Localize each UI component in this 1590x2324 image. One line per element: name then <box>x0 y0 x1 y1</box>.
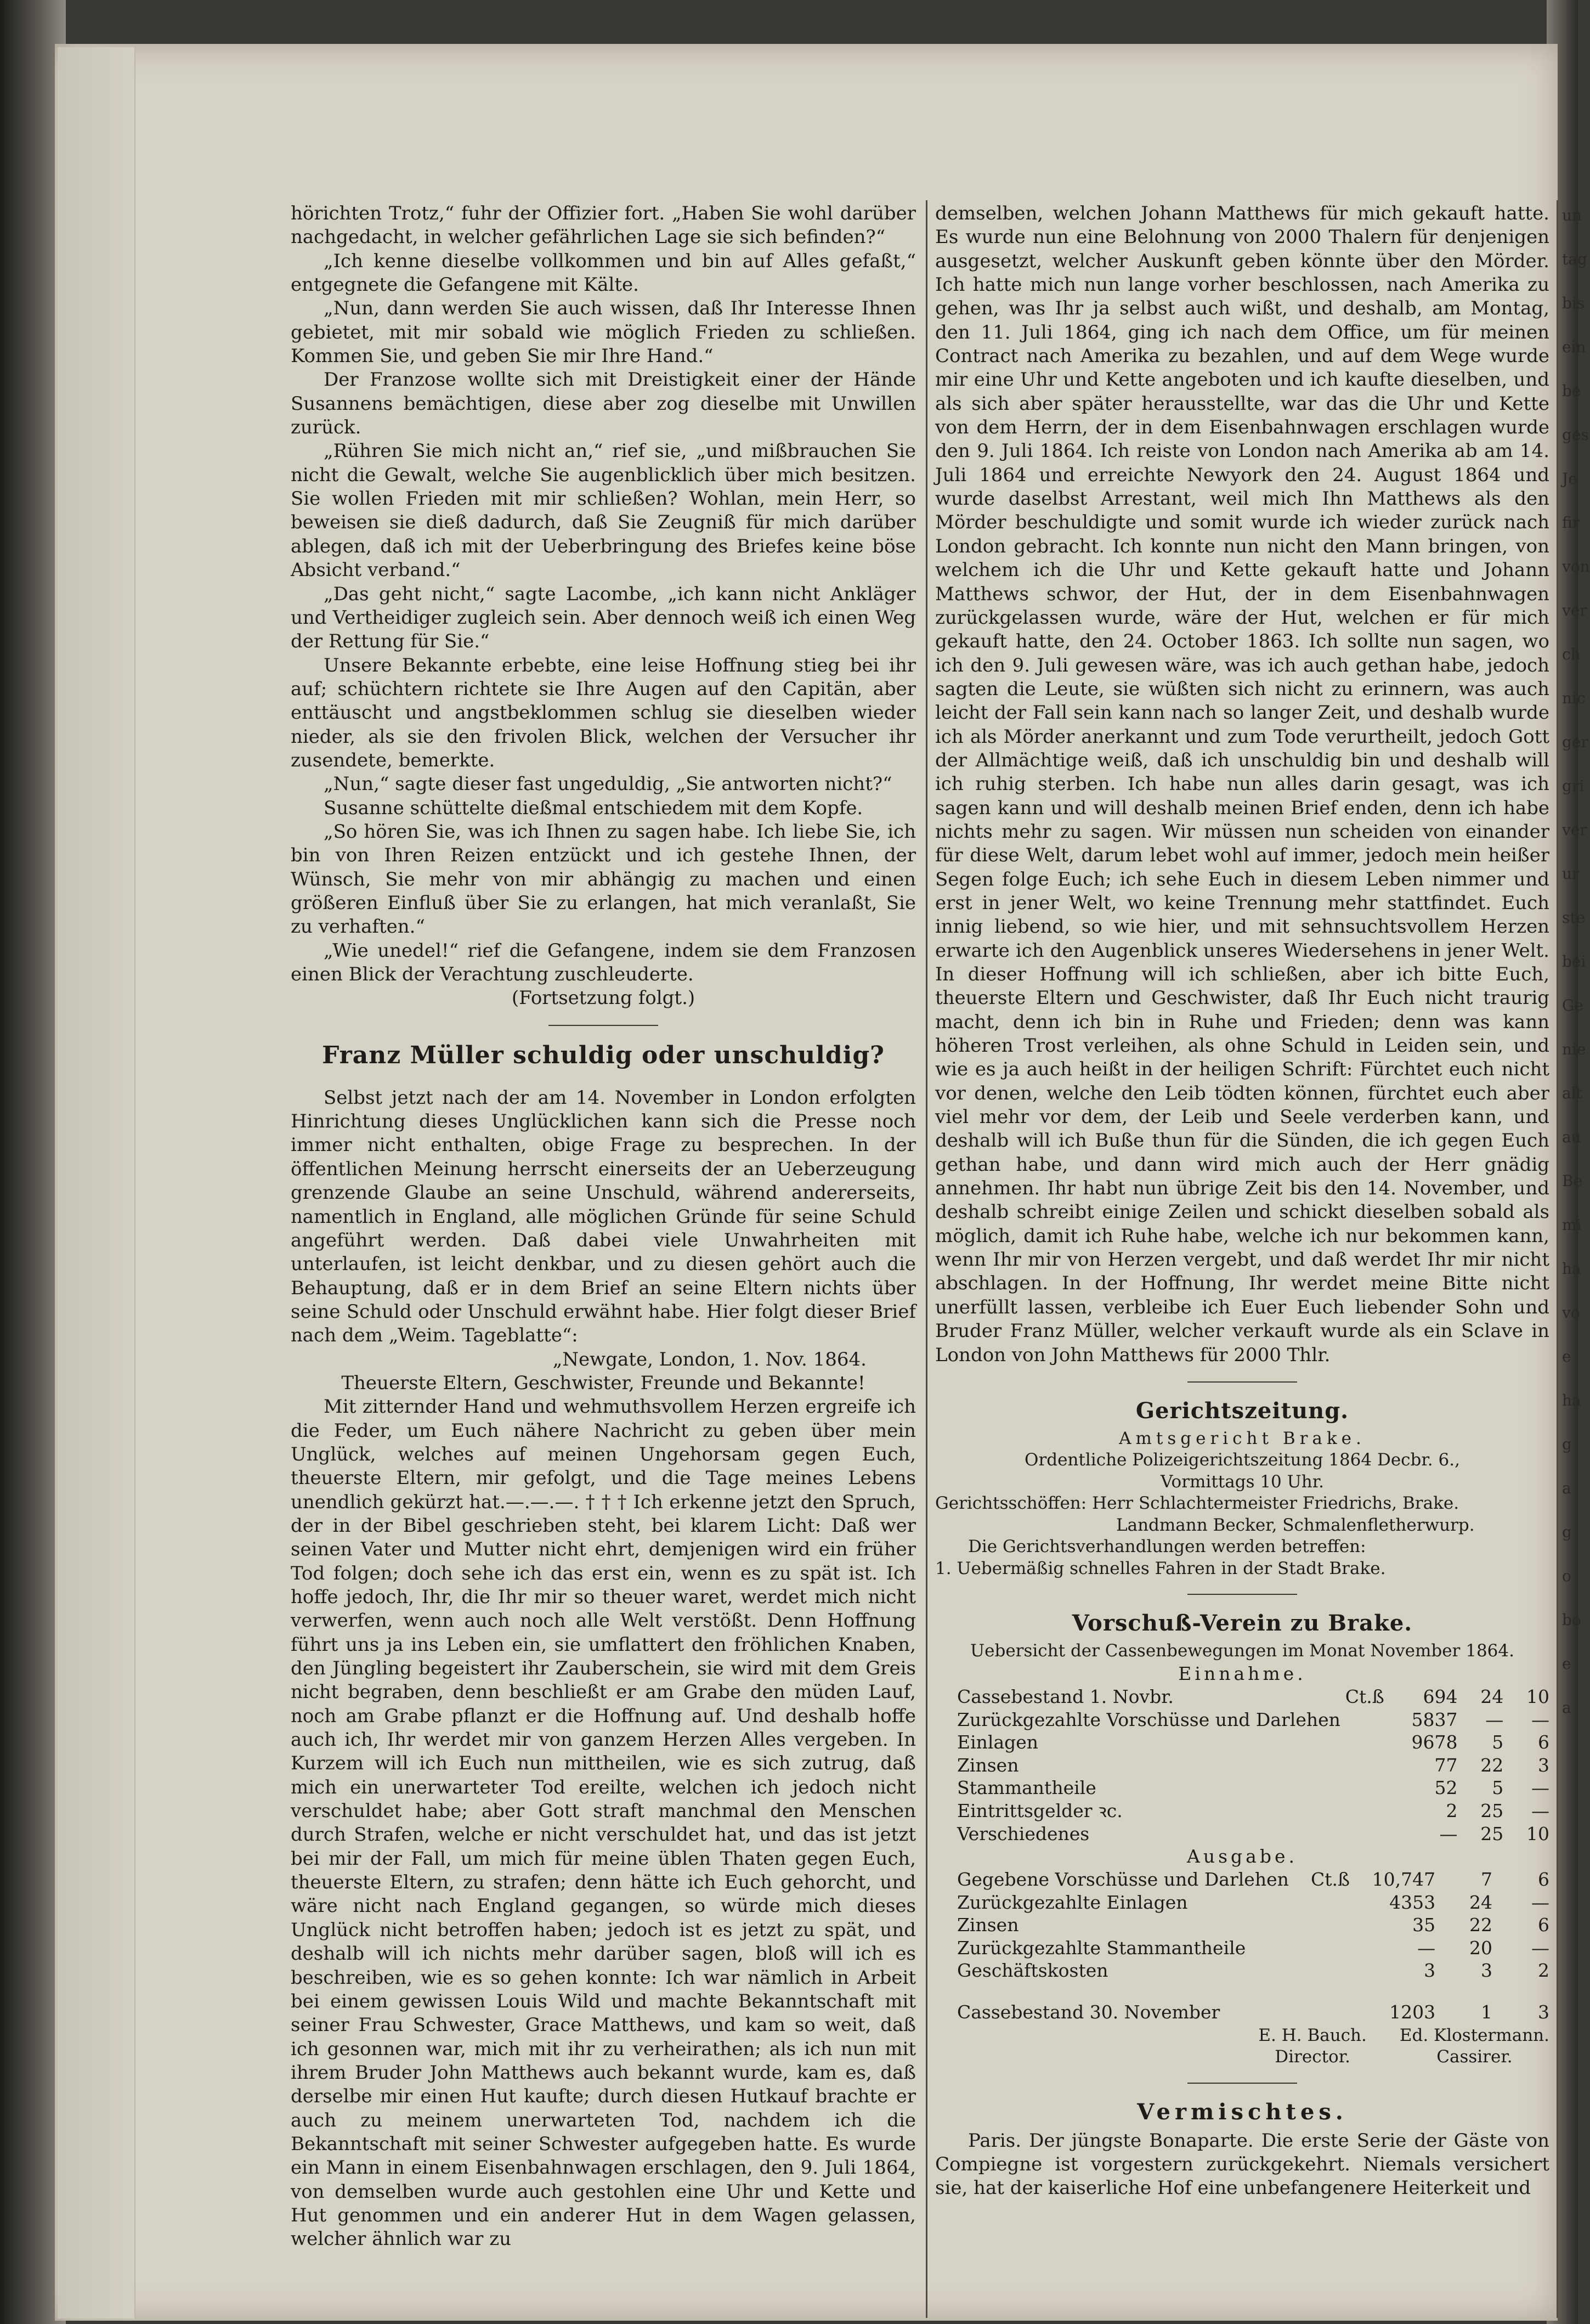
row-currency: Ct.ß <box>1345 1686 1384 1708</box>
row-currency <box>1303 2001 1353 2024</box>
row-schwaren: — <box>1531 1777 1549 1799</box>
row-schwaren: — <box>1531 1937 1549 1959</box>
row-label: Cassebestand 1. Novbr. <box>957 1686 1174 1708</box>
row-currency <box>1340 1754 1388 1777</box>
court-line: Gerichtsschöffen: Herr Schlachtermeister Friedrichs, Brake. <box>935 1493 1459 1514</box>
story-paragraph: „Nun,“ sagte dieser fast ungeduldig, „Sie antworten nicht?“ <box>324 773 892 796</box>
page-binding-edge <box>58 47 135 2319</box>
row-label: Einlagen <box>957 1731 1039 1753</box>
row-groschen: 7 <box>1481 1869 1493 1891</box>
row-currency <box>1340 1776 1388 1800</box>
row-schwaren: 6 <box>1538 1914 1549 1936</box>
row-currency <box>1340 1731 1388 1754</box>
story-paragraph: „Ich kenne dieselbe vollkommen und bin auf Alles gefaßt,“ entgegnete die Gefangene mit Kälte. <box>291 250 916 296</box>
signer-name: E. H. Bauch. <box>1258 2025 1367 2045</box>
row-thaler: 77 <box>1434 1754 1458 1776</box>
row-groschen: 24 <box>1469 1891 1493 1913</box>
row-schwaren: 10 <box>1526 1823 1549 1844</box>
row-thaler: — <box>1417 1937 1436 1959</box>
row-groschen: 25 <box>1480 1823 1504 1844</box>
fragment-line: nie <box>1562 1040 1586 1058</box>
signer-director <box>1258 2025 1367 2068</box>
row-schwaren: 3 <box>1538 2001 1549 2023</box>
row-schwaren: 6 <box>1538 1731 1549 1753</box>
row-groschen: 20 <box>1469 1937 1493 1959</box>
row-groschen: — <box>1485 1708 1504 1730</box>
letter-continued: demselben, welchen Johann Matthews für mich gekauft hatte. Es wurde nun eine Belohnung von 2000 Thalern für denjenigen ausgesetzt, welcher Auskunft geben könnte über den Mörder. Ich hatte mich nun lange vorher beschlossen, nach Amerika zu gehen, was Ihr ja selbst auch wißt, und deshalb, am Montag, den 11. Juli 1864, ging ich nach dem Office, um für meinen Contract nach Amerika zu bezahlen, und auf dem Wege wurde mir eine Uhr und Kette angeboten und ich kaufte dieselben, und als sich aber später herausstellte, war das die Uhr und Kette von dem Herrn, der in dem Eisenbahnwagen erschlagen wurde den 9. Juli 1864. Ich reiste von London nach Amerika ab am 14. Juli 1864 und erreichte Newyork den 24. August 1864 und wurde daselbst Arrestant, weil mich Ihn Matthews als den Mörder beschuldigte und somit wurde ich wieder zurück nach London gebracht. Ich konnte nun nicht den Mann bringen, von welchem ich die Uhr und Kette gekauft hatte und Johann Matthews schwor, der Hut, der in dem Eisenbahnwagen zurückgelassen wurde, wäre der Hut, welchen er für mich gekauft hatte, den 24. October 1863. Ich sollte nun sagen, wo ich den 9. Juli gewesen wäre, was ich auch gethan habe, jedoch sagten die Leute, sie wüßten sich nicht zu erinnern, was auch leicht der Fall sein kann nach so langer Zeit, und deshalb wurde ich als Mörder anerkannt und zum Tode verurtheilt, jedoch Gott der Allmächtige weiß, daß ich unschuldig bin und deshalb will ich ruhig sterben. Ich habe nun alles darin gesagt, was ich sagen kann und will deshalb meinen Brief enden, denn ich habe nichts mehr zu sagen. Wir müssen nun scheiden von einander für diese Welt, darum lebet wohl auf immer, jedoch mein heißer Segen folge Euch; ich sehe Euch in diesem Leben nimmer und erst in jener Welt, wo keine Trennung mehr stattfindet. Euch innig liebend, so wie hier, und mit sehnsuchtsvollem Herzen erwarte ich den Augenblick unseres Wiedersehens in jener Welt. In dieser Hoffnung will ich schließen, aber ich bitte Euch, theuerste Eltern und Geschwister, daß Ihr Euch nicht traurig macht, denn ich bin in Ruhe und Frieden; denn was kann höheren Trost verleihen, als ohne Schuld in Leiden sein, und wie es ja auch heißt in der heiligen Schrift: Fürchtet euch nicht vor denen, welche den Leib tödten können, fürchtet euch aber viel mehr vor dem, der Leib und Seele verderben kann, und deshalb will ich Buße thun für die Sünden, die ich gegen Euch gethan habe, und dann wird mich auch der Herr gnädig annehmen. Ihr habt nun übrige Zeit bis den 14. November, und deshalb schreibt einige Zeilen und schickt dieselben sobald als möglich, damit ich Ruhe habe, welche ich nur bekommen kann, wenn Ihr mir von Herzen vergebt, und daß werdet Ihr mir nicht abschlagen. In der Hoffnung, Ihr werdet meine Bitte nicht unerfüllt lassen, verbleibe ich Euer Euch liebender Sohn und Bruder Franz Müller, welcher verkauft wurde als ein Sclave in London von John Matthews für 2000 Thlr. <box>935 202 1549 1366</box>
court-subtitle: Amtsgericht Brake. <box>1119 1428 1366 1448</box>
fragment-line: g <box>1562 1523 1572 1541</box>
row-schwaren: 3 <box>1538 1754 1549 1776</box>
ledger-row <box>935 1754 1549 1777</box>
finance-overview: Uebersicht der Cassenbewegungen im Monat November 1864. <box>970 1641 1514 1661</box>
row-thaler: 1203 <box>1389 2001 1436 2023</box>
ledger-row <box>935 1685 1549 1708</box>
fragment-line: vo <box>1562 1304 1580 1322</box>
row-currency <box>1340 1708 1388 1731</box>
row-schwaren: — <box>1531 1891 1549 1913</box>
row-groschen: 22 <box>1480 1754 1504 1776</box>
ledger-row <box>935 1708 1549 1731</box>
story-paragraph: „Wie unedel!“ rief die Gefangene, indem sie dem Franzosen einen Blick der Verachtung zuschleuderte. <box>291 939 916 985</box>
row-groschen: 5 <box>1492 1731 1504 1753</box>
ledger-row <box>935 1731 1549 1754</box>
row-currency <box>1340 1800 1388 1823</box>
left-column <box>291 202 916 2252</box>
income-table <box>935 1685 1549 1845</box>
row-thaler: 10,747 <box>1372 1869 1436 1891</box>
fragment-line: ha <box>1562 1391 1581 1409</box>
closing-table <box>935 2001 1549 2024</box>
fragment-line: ger <box>1562 733 1588 751</box>
row-groschen: 22 <box>1469 1914 1493 1936</box>
continuation-note: (Fortsetzung folgt.) <box>511 987 695 1009</box>
section-rule <box>548 1025 658 1026</box>
row-label: Cassebestand 30. November <box>957 2001 1220 2023</box>
section-rule <box>1187 1381 1297 1383</box>
row-thaler: 694 <box>1423 1686 1458 1708</box>
letter-salutation: Theuerste Eltern, Geschwister, Freunde und Bekannte! <box>341 1372 865 1394</box>
fragment-line: au <box>1562 1128 1581 1146</box>
row-groschen: 3 <box>1481 1960 1493 1982</box>
row-thaler: 3 <box>1424 1960 1436 1982</box>
row-thaler: 9678 <box>1411 1731 1458 1753</box>
story-paragraph: Susanne schüttelte dießmal entschiedem mit dem Kopfe. <box>324 797 863 819</box>
ledger-row <box>935 1868 1549 1891</box>
section-rule <box>1187 2083 1297 2084</box>
row-thaler: 52 <box>1434 1777 1458 1799</box>
fragment-line: fir <box>1562 514 1580 532</box>
column-divider-right <box>1557 200 1558 2318</box>
signer-name: Ed. Klostermann. <box>1399 2025 1549 2045</box>
fragment-line: ges <box>1562 426 1589 444</box>
row-thaler: 5837 <box>1411 1708 1458 1730</box>
row-label: Geschäftskosten <box>957 1960 1108 1982</box>
row-label: Zurückgezahlte Vorschüsse und Darlehen <box>957 1708 1340 1730</box>
closing-row <box>935 2001 1549 2024</box>
row-groschen: 5 <box>1492 1777 1504 1799</box>
letter-body: Mit zitternder Hand und wehmuthsvollem Herzen ergreife ich die Feder, um Euch nähere Nachricht zu geben über mein Unglück, welches auf meinen Ungehorsam gegen Euch, theuerste Eltern, mir gefolgt, und die Tage meines Lebens unendlich gekürzt hat.—.—.—. † † † Ich erkenne jetzt den Spruch, der in der Bibel geschrieben steht, bei klarem Licht: Daß wer seinen Vater und Mutter nicht ehrt, demjenigen wird ein früher Tod folgen; doch sehe ich das erst ein, wenn es zu spät ist. Ich hoffe jedoch, Ihr, die Ihr mir so theuer waret, werdet mich nicht verwerfen, wenn auch noch alle Welt verstößt. Denn Hoffnung führt uns ja ins Leben ein, sie umflattert den fröhlichen Knaben, den Jüngling begeistert ihr Zauberschein, sie wird mit dem Greis nicht begraben, denn beschließt er am Grabe den müden Lauf, noch am Grabe pflanzt er die Hoffnung auf. Und deshalb hoffe auch ich, Ihr werdet mir von ganzem Herzen Alles vergeben. In Kurzem will ich Euch nun mittheilen, wie es sich zutrug, daß mich ein unerwarteter Tod ereilte, welchen ich jedoch nicht verschuldet habe; aber Gott straft manchmal den Menschen durch Strafen, welche er nicht verschuldet hat, und das ist jetzt bei mir der Fall, um mich für meine üblen Thaten gegen Euch, theuerste Eltern, zu strafen; denn hätte ich Euch gehorcht, und wäre nicht nach England gegangen, so würde mich dieses Unglück nicht betroffen haben; jedoch ist es jetzt zu spät, und deshalb will ich nichts mehr darüber sagen, bloß will ich es beschreiben, wie es so gehen konnte: Ich war nämlich in Arbeit bei einem gewissen Louis Wild und machte Bekanntschaft mit seiner Frau Schwester, Grace Matthews, und kam so weit, daß ich gesonnen war, mich mit ihr zu verheirathen; als ich nun mit ihrem Bruder John Matthews auch bekannt wurde, kam es, daß derselbe mir einen Hut kaufte; durch diesen Hutkauf brachte er auch zu meinem unerwarteten Tod, nachdem ich die Bekanntschaft mit seiner Schwester aufgegeben hatte. Es wurde ein Mann in einem Eisenbahnwagen erschlagen, den 9. Juli 1864, von demselben wurde auch gestohlen eine Uhr und Kette und Hut genommen und ein anderer Hut in dem Wagen gelassen, welcher ähnlich war zu <box>291 1396 916 2250</box>
fragment-line: a <box>1562 1699 1571 1717</box>
fragment-line: g <box>1562 1435 1572 1453</box>
fragment-line: Ge <box>1562 996 1583 1014</box>
misc-text: Paris. Der jüngste Bonaparte. Die erste Serie der Gäste von Compiegne ist vorgestern zurückgekehrt. Niemals versichert sie, hat der kaiserliche Hof eine unbefangenere Heiterkeit und <box>935 2129 1549 2199</box>
letter-dateline: „Newgate, London, 1. Nov. 1864. <box>552 1348 867 1370</box>
ledger-row <box>935 1800 1549 1823</box>
fragment-line: mi <box>1562 1216 1582 1234</box>
fragment-line: bei <box>1562 952 1586 971</box>
row-thaler: 35 <box>1412 1914 1436 1936</box>
ledger-row <box>935 1937 1549 1960</box>
ledger-row <box>935 1914 1549 1937</box>
fragment-line: gri <box>1562 777 1585 795</box>
court-line: Ordentliche Polizeigerichtszeitung 1864 Decbr. 6., <box>1025 1450 1460 1470</box>
story-paragraph: „So hören Sie, was ich Ihnen zu sagen habe. Ich liebe Sie, ich bin von Ihren Reizen entzückt und ich gestehe Ihnen, der Wünsch, Sie mehr von mir abhängig zu machen und einen größeren Einfluß über Sie zu erlangen, hat mich veranlaßt, Sie zu verhaften.“ <box>291 820 916 938</box>
row-currency <box>1303 1891 1353 1914</box>
row-schwaren: 10 <box>1526 1686 1549 1708</box>
row-schwaren: 6 <box>1538 1869 1549 1891</box>
ledger-row <box>935 1959 1549 1982</box>
fragment-line: bo <box>1562 1611 1581 1629</box>
fragment-line: be <box>1562 382 1581 400</box>
section-rule <box>1187 1594 1297 1595</box>
fragment-line: ein <box>1562 338 1586 356</box>
row-currency <box>1340 1823 1388 1846</box>
row-label: Zurückgezahlte Stammantheile <box>957 1937 1246 1959</box>
fragment-line: Je <box>1562 470 1577 488</box>
signer-cashier <box>1400 2025 1549 2068</box>
row-label: Zinsen <box>957 1914 1019 1936</box>
fragment-line: nic <box>1562 689 1586 707</box>
signatures <box>935 2025 1549 2068</box>
row-thaler: 2 <box>1446 1800 1458 1821</box>
finance-title: Vorschuß-Verein zu Brake. <box>1072 1610 1413 1637</box>
row-schwaren: 2 <box>1538 1960 1549 1982</box>
story-paragraph: „Nun, dann werden Sie auch wissen, daß Ihr Interesse Ihnen gebietet, mit mir sobald wie möglich Frieden zu schließen. Kommen Sie, und geben Sie mir Ihre Hand.“ <box>291 297 916 368</box>
story-paragraph: Unsere Bekannte erbebte, eine leise Hoffnung stieg bei ihr auf; schüchtern richtete sie Ihre Augen auf den Capitän, aber enttäuscht und angstbeklommen schlug sie dieselben wieder nieder, als sie den frivolen Blick, welchen der Versucher ihr zusendete, bemerkte. <box>291 654 916 771</box>
fragment-line: ver <box>1562 821 1587 839</box>
fragment-line: ha <box>1562 1260 1581 1278</box>
row-label: Gegebene Vorschüsse und Darlehen <box>957 1869 1289 1891</box>
fragment-line: ur <box>1562 865 1580 883</box>
expense-table <box>935 1868 1549 1982</box>
court-line: 1. Uebermäßig schnelles Fahren in der Stadt Brake. <box>935 1558 1386 1578</box>
row-groschen: 24 <box>1480 1686 1504 1708</box>
ledger-row <box>935 1891 1549 1914</box>
court-line: Die Gerichtsverhandlungen werden betreffen: <box>968 1537 1366 1557</box>
fragment-line: ver <box>1562 601 1587 619</box>
signer-role: Cassirer. <box>1436 2047 1513 2067</box>
row-thaler: 4353 <box>1389 1891 1436 1913</box>
fragment-line: o <box>1562 1567 1571 1585</box>
row-label: Verschiedenes <box>957 1823 1090 1844</box>
mueller-intro: Selbst jetzt nach der am 14. November in London erfolgten Hinrichtung dieses Unglücklichen kann sich die Presse noch immer nicht enthalten, obige Frage zu besprechen. In der öffentlichen Meinung herrscht einerseits der an Ueberzeugung grenzende Glaube an seine Unschuld, während andererseits, namentlich in England, alle möglichen Gründe für seine Schuld angeführt werden. Daß dabei viele Unwahrheiten mit unterlaufen, ist leicht denkbar, und zu diesen gehört auch die Behauptung, daß er in dem Brief an seine Eltern nichts über seine Schuld oder Unschuld erwähnt habe. Hier folgt dieser Brief nach dem „Weim. Tageblatte“: <box>291 1086 916 1347</box>
fragment-line: ste <box>1562 909 1586 927</box>
right-column <box>935 202 1549 2201</box>
story-paragraph: Der Franzose wollte sich mit Dreistigkeit einer der Hände Susannens bemächtigen, diese aber zog dieselbe mit Unwillen zurück. <box>291 369 916 439</box>
fragment-line: un <box>1562 206 1582 224</box>
income-heading: Einnahme. <box>1178 1662 1306 1684</box>
story-paragraph: hörichten Trotz,“ fuhr der Offizier fort. „Haben Sie wohl darüber nachgedacht, in welcher gefährlichen Lage sie sich befinden?“ <box>291 202 916 249</box>
row-label: Stammantheile <box>957 1777 1096 1799</box>
row-thaler: — <box>1439 1823 1458 1844</box>
row-currency: Ct.ß <box>1311 1869 1350 1891</box>
fragment-line: von <box>1562 557 1590 576</box>
row-schwaren: — <box>1531 1800 1549 1821</box>
court-title: Gerichtszeitung. <box>1135 1397 1349 1424</box>
fragment-line: bis <box>1562 294 1585 312</box>
fragment-line: ch <box>1562 645 1581 663</box>
row-groschen: 25 <box>1480 1800 1504 1821</box>
fragment-line: a <box>1562 1479 1571 1497</box>
column-divider <box>926 200 927 2318</box>
mueller-article-title: Franz Müller schuldig oder unschuldig? <box>322 1041 885 1069</box>
row-currency <box>1303 1914 1353 1937</box>
row-label: Eintrittsgelder ꝛc. <box>957 1800 1123 1821</box>
row-currency <box>1303 1937 1353 1960</box>
row-label: Zinsen <box>957 1754 1019 1776</box>
row-currency <box>1303 1959 1353 1982</box>
expense-heading: Ausgabe. <box>1187 1846 1298 1868</box>
row-label: Zurückgezahlte Einlagen <box>957 1891 1188 1913</box>
row-groschen: 1 <box>1481 2001 1493 2023</box>
court-line: Landmann Becker, Schmalenfletherwurp. <box>1116 1515 1475 1535</box>
row-schwaren: — <box>1531 1708 1549 1730</box>
story-paragraph: „Rühren Sie mich nicht an,“ rief sie, „und mißbrauchen Sie nicht die Gewalt, welche Sie augenblicklich über mich besitzen. Sie wollen Frieden mit mir schließen? Wohlan, mein Herr, so beweisen sie dieß dadurch, daß Sie Zeugniß für mich darüber ablegen, daß ich mit der Ueberbringung des Briefes keine böse Absicht verband.“ <box>291 440 916 582</box>
misc-title: Vermischtes. <box>1137 2099 1348 2125</box>
ledger-row <box>935 1776 1549 1800</box>
fragment-line: e <box>1562 1347 1571 1366</box>
fragment-line: Be <box>1562 1172 1583 1190</box>
ledger-row <box>935 1823 1549 1846</box>
signer-role: Director. <box>1275 2047 1350 2067</box>
far-right-fragments <box>1562 206 1590 1742</box>
story-paragraph: „Das geht nicht,“ sagte Lacombe, „ich kann nicht Ankläger und Vertheidiger zugleich sein. Aber dennoch weiß ich einen Weg der Rettung für Sie.“ <box>291 583 916 653</box>
fragment-line: alt <box>1562 1084 1582 1102</box>
fragment-line: e <box>1562 1655 1571 1673</box>
court-line: Vormittags 10 Uhr. <box>1161 1471 1324 1492</box>
fragment-line: tag <box>1562 250 1587 268</box>
